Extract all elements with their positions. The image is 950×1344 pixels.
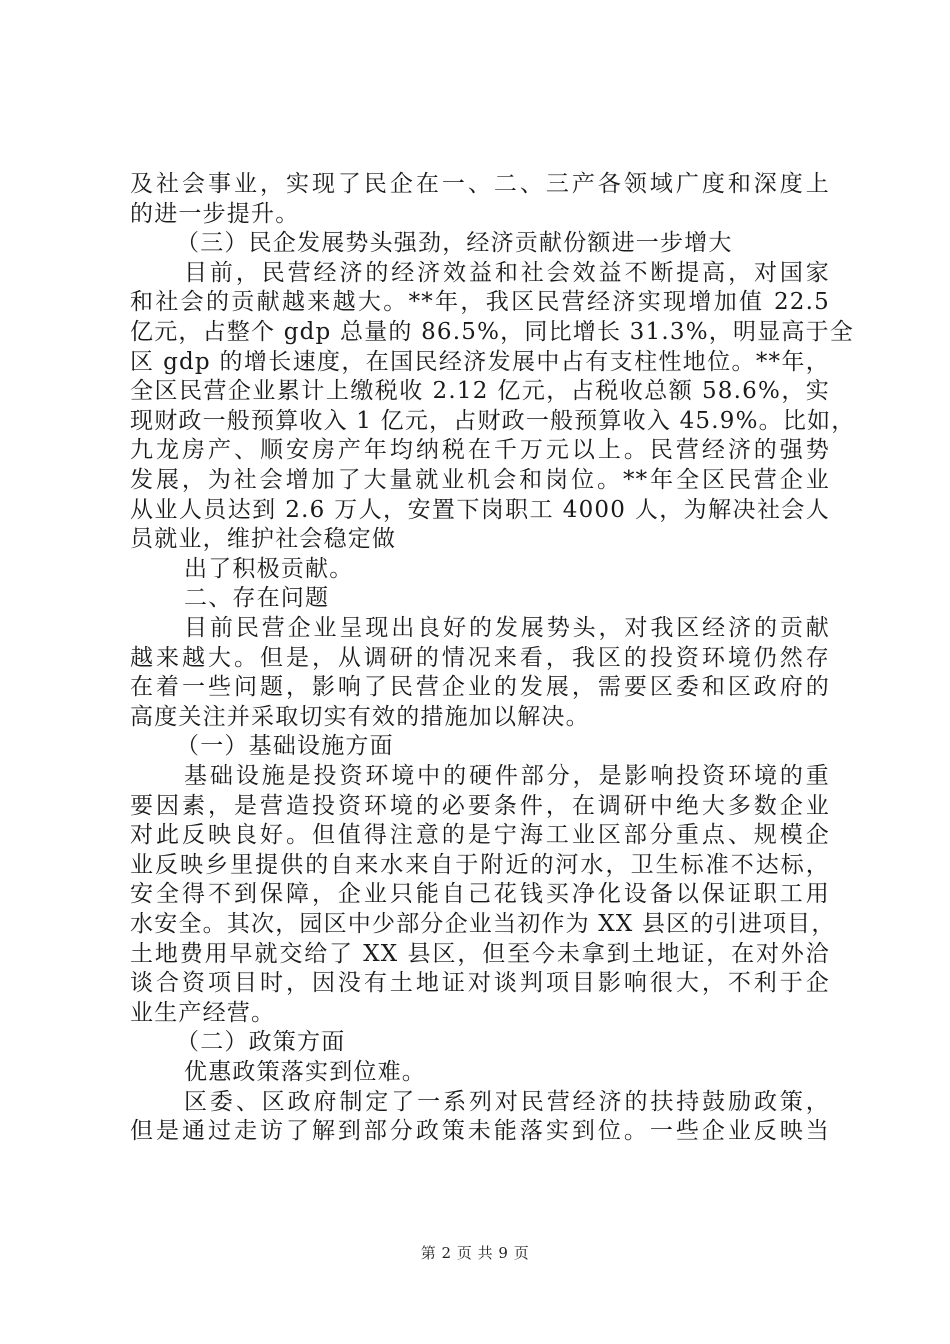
body-text-line: 亿元，占整个 gdp 总量的 86.5%，同比增长 31.3%，明显高于全 bbox=[130, 319, 854, 345]
body-text-line: 安全得不到保障，企业只能自己花钱买净化设备以保证职工用 bbox=[130, 881, 830, 908]
body-text-line: 在着一些问题，影响了民营企业的发展，需要区委和区政府的 bbox=[130, 674, 830, 701]
body-text-line: 基础设施是投资环境中的硬件部分，是影响投资环境的重 bbox=[184, 763, 830, 789]
body-text-line: 但是通过走访了解到部分政策未能落实到位。一些企业反映当 bbox=[130, 1118, 830, 1145]
body-text-line: 高度关注并采取切实有效的措施加以解决。 bbox=[130, 703, 590, 730]
body-text-line: 要因素，是营造投资环境的必要条件，在调研中绝大多数企业 bbox=[130, 792, 830, 819]
body-text-line: 九龙房产、顺安房产年均纳税在千万元以上。民营经济的强势 bbox=[130, 437, 830, 464]
body-text-line: 出了积极贡献。 bbox=[184, 555, 354, 582]
page-number-footer: 第 2 页 共 9 页 bbox=[420, 1244, 530, 1262]
body-text-line: 业生产经营。 bbox=[130, 999, 276, 1026]
section-heading: （三）民企发展势头强劲，经济贡献份额进一步增大 bbox=[176, 230, 733, 257]
body-text-line: 和社会的贡献越来越大。**年，我区民营经济实现增加值 22.5 bbox=[130, 289, 830, 316]
body-text-line: 员就业，维护社会稳定做 bbox=[130, 526, 397, 553]
body-text-line: 水安全。其次，园区中少部分企业当初作为 XX 县区的引进项目， bbox=[130, 911, 836, 937]
body-text-line: 现财政一般预算收入 1 亿元，占财政一般预算收入 45.9%。比如， bbox=[130, 407, 856, 434]
body-text-line: 谈合资项目时，因没有土地证对谈判项目影响很大，不利于企 bbox=[130, 970, 830, 997]
body-text-line: 土地费用早就交给了 XX 县区，但至今未拿到土地证，在对外洽 bbox=[130, 940, 830, 967]
section-heading: 二、存在问题 bbox=[184, 585, 330, 612]
body-text-line: 对此反映良好。但值得注意的是宁海工业区部分重点、规模企 bbox=[130, 822, 830, 849]
body-text-line: 目前民营企业呈现出良好的发展势头，对我区经济的贡献 bbox=[184, 615, 830, 641]
body-text-line: 发展，为社会增加了大量就业机会和岗位。**年全区民营企业 bbox=[130, 467, 830, 493]
body-text-line: 越来越大。但是，从调研的情况来看，我区的投资环境仍然存 bbox=[130, 644, 830, 671]
section-heading: （一）基础设施方面 bbox=[176, 733, 394, 760]
body-text-line: 区委、区政府制定了一系列对民营经济的扶持鼓励政策， bbox=[184, 1088, 830, 1115]
body-text-line: 业反映乡里提供的自来水来自于附近的河水，卫生标准不达标， bbox=[130, 851, 830, 878]
body-text-line: 及社会事业，实现了民企在一、二、三产各领域广度和深度上 bbox=[130, 171, 830, 197]
body-text-line: 的进一步提升。 bbox=[130, 200, 300, 227]
section-heading: （二）政策方面 bbox=[176, 1029, 346, 1056]
body-text-line: 区 gdp 的增长速度，在国民经济发展中占有支柱性地位。**年， bbox=[130, 348, 830, 375]
body-text-line: 全区民营企业累计上缴税收 2.12 亿元，占税收总额 58.6%，实 bbox=[130, 378, 830, 405]
body-text-line: 从业人员达到 2.6 万人，安置下岗职工 4000 人，为解决社会人 bbox=[130, 496, 830, 523]
body-text-line: 目前，民营经济的经济效益和社会效益不断提高，对国家 bbox=[184, 259, 830, 286]
body-text-line: 优惠政策落实到位难。 bbox=[184, 1059, 426, 1085]
